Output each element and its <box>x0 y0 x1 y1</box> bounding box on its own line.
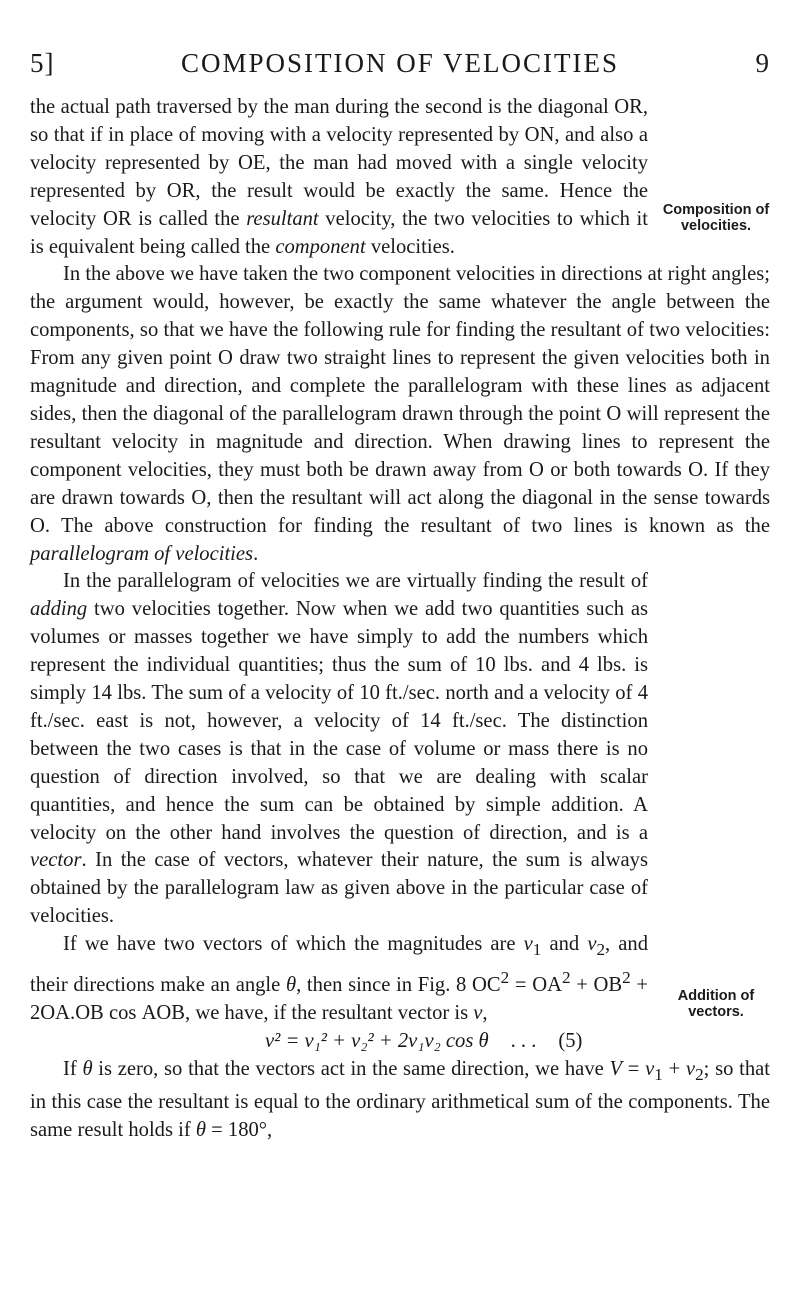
paragraph-5: If θ is zero, so that the vectors act in the same direction, we have $V = v_1 + v_2$; so that in this case the resultant is equal to the ordinary arithmetical sum of the components. The same result holds if θ = 180°, <box>30 1057 770 1141</box>
section-number: 5] <box>30 48 55 78</box>
equation-dots: . . . <box>510 1029 537 1052</box>
page-header <box>30 48 770 92</box>
paragraph-1: the actual path traversed by the man during the second is the diagonal OR, so that if in place of moving with a velocity represented by ON, and also a velocity represented by OE, the man had moved with a single velocity represented by OR, the result would be exactly the same. Hence the velocity OR is called the resultant velocity, the two velocities to which it is equivalent being called the component velocities. <box>30 96 649 258</box>
page-body <box>30 94 770 1145</box>
running-title: COMPOSITION OF VELOCITIES <box>180 48 620 78</box>
paragraph-4: If we have two vectors of which the magnitudes are $v_1$ and $v_2$, and their directions make an angle θ, then since in Fig. 8 $OC^2 = OA^2 + OB^2 + 2OA.OB$ cos AOB, we have, if the resultant vector is v, <box>30 933 649 1024</box>
equation-text: v² = v₁² + v₂² + 2v₁v₂ cos θ <box>265 1029 489 1052</box>
equation-number: (5) <box>558 1029 583 1052</box>
paragraph-2: In the above we have taken the two component velocities in directions at right angles; the argument would, however, be exactly the same whatever the angle between the components, so that we have the following rule for finding the resultant of two velocities: From any given point O draw two straight lines to represent the given velocities both in magnitude and direction, and complete the parallelogram with these lines as adjacent sides, then the diagonal of the parallelogram drawn through the point O will represent the resultant velocity in magnitude and direction. When drawing lines to represent the component velocities, they must both be drawn away from O or both towards O. If they are drawn towards O, then the resultant will act along the diagonal in the sense towards O. The above construction for finding the resultant of two lines is known as the parallelogram of velocities. <box>30 263 771 565</box>
margin-note-composition: Composition of velocities. <box>662 202 770 234</box>
page-number: 9 <box>755 48 770 78</box>
margin-note-addition: Addition of vectors. <box>677 988 755 1021</box>
equation-5 <box>30 1028 770 1056</box>
paragraph-3: In the parallelogram of velocities we are virtually finding the result of adding two velocities together. Now when we add two quantities such as volumes or masses together we have simply to add the numbers which represent the individual quantities; thus the sum of 10 lbs. and 4 lbs. is simply 14 lbs. The sum of a velocity of 10 ft./sec. north and a velocity of 4 ft./sec. east is not, however, a velocity of 14 ft./sec. The distinction between the two cases is that in the case of volume or mass there is no question of direction involved, so that we are dealing with scalar quantities, and hence the sum can be obtained by simple addition. A velocity on the other hand involves the question of direction, and is a vector. In the case of vectors, whatever their nature, the sum is always obtained by the parallelogram law as given above in the particular case of velocities. <box>30 570 648 928</box>
